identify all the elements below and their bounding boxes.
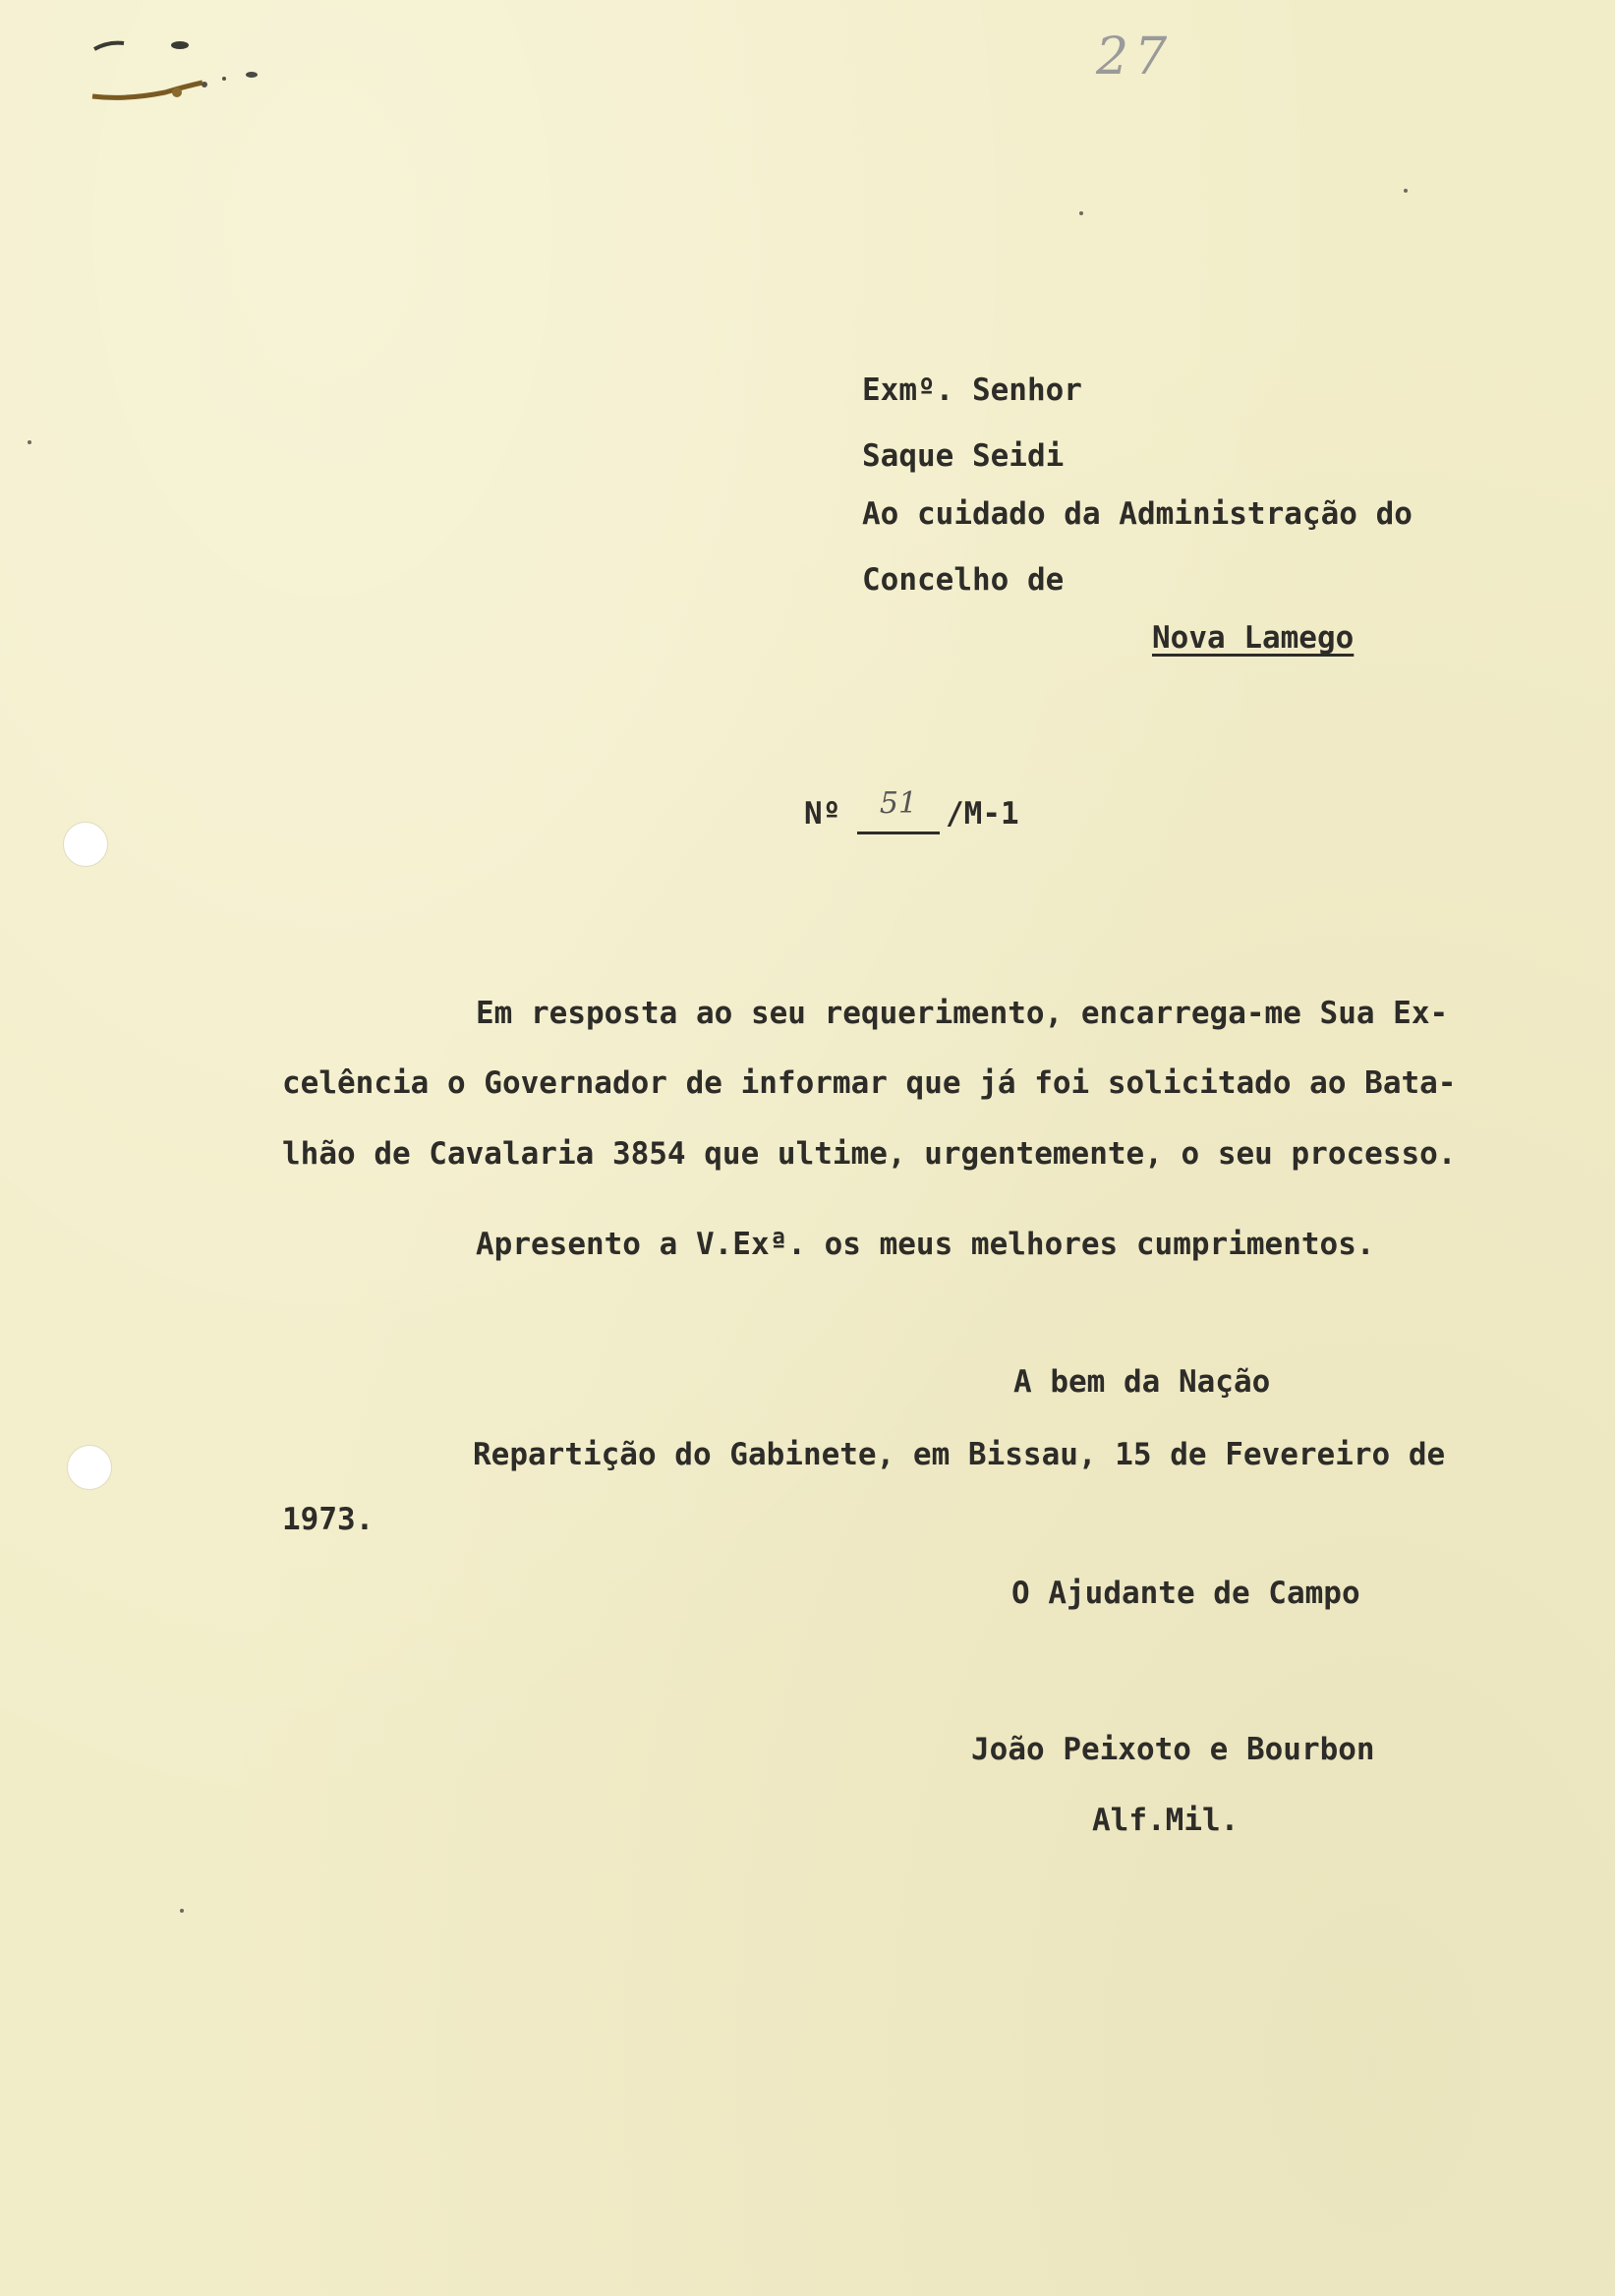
punch-hole [67,1445,112,1490]
addressee-salutation: Exmº. Senhor [862,373,1082,408]
addressee-place: Nova Lamego [1152,620,1355,656]
addressee-council: Concelho de [862,562,1065,598]
body-paragraph-2: Apresento a V.Exª. os meus melhores cumprimentos. [476,1227,1375,1262]
signer-role: O Ajudante de Campo [1011,1576,1360,1611]
date-year: 1973. [282,1502,375,1537]
reference-number: 51 [857,784,940,834]
body-paragraph-1-line-1: Em resposta ao seu requerimento, encarrega-me Sua Ex- [476,996,1449,1031]
signer-rank: Alf.Mil. [1092,1803,1240,1838]
punch-hole [63,822,108,867]
signer-name: João Peixoto e Bourbon [971,1732,1375,1767]
closing-formula: A bem da Nação [1013,1364,1271,1400]
paper-speck [180,1909,184,1913]
paper-speck [28,440,31,444]
addressee-name: Saque Seidi [862,438,1065,474]
body-paragraph-1-line-2: celência o Governador de informar que já foi solicitado ao Bata- [282,1065,1457,1101]
reference-prefix: Nº [804,796,841,832]
paper-speck [1079,211,1083,215]
folio-number: 27 [1096,28,1174,86]
addressee-care-of: Ao cuidado da Administração do [862,496,1413,532]
ink-smudge [87,28,273,126]
reference-suffix: /M-1 [946,796,1019,832]
body-paragraph-1-line-3: lhão de Cavalaria 3854 que ultime, urgentemente, o seu processo. [282,1136,1457,1172]
place-date: Repartição do Gabinete, em Bissau, 15 de Fevereiro de [473,1437,1446,1472]
paper-speck [1404,189,1408,193]
